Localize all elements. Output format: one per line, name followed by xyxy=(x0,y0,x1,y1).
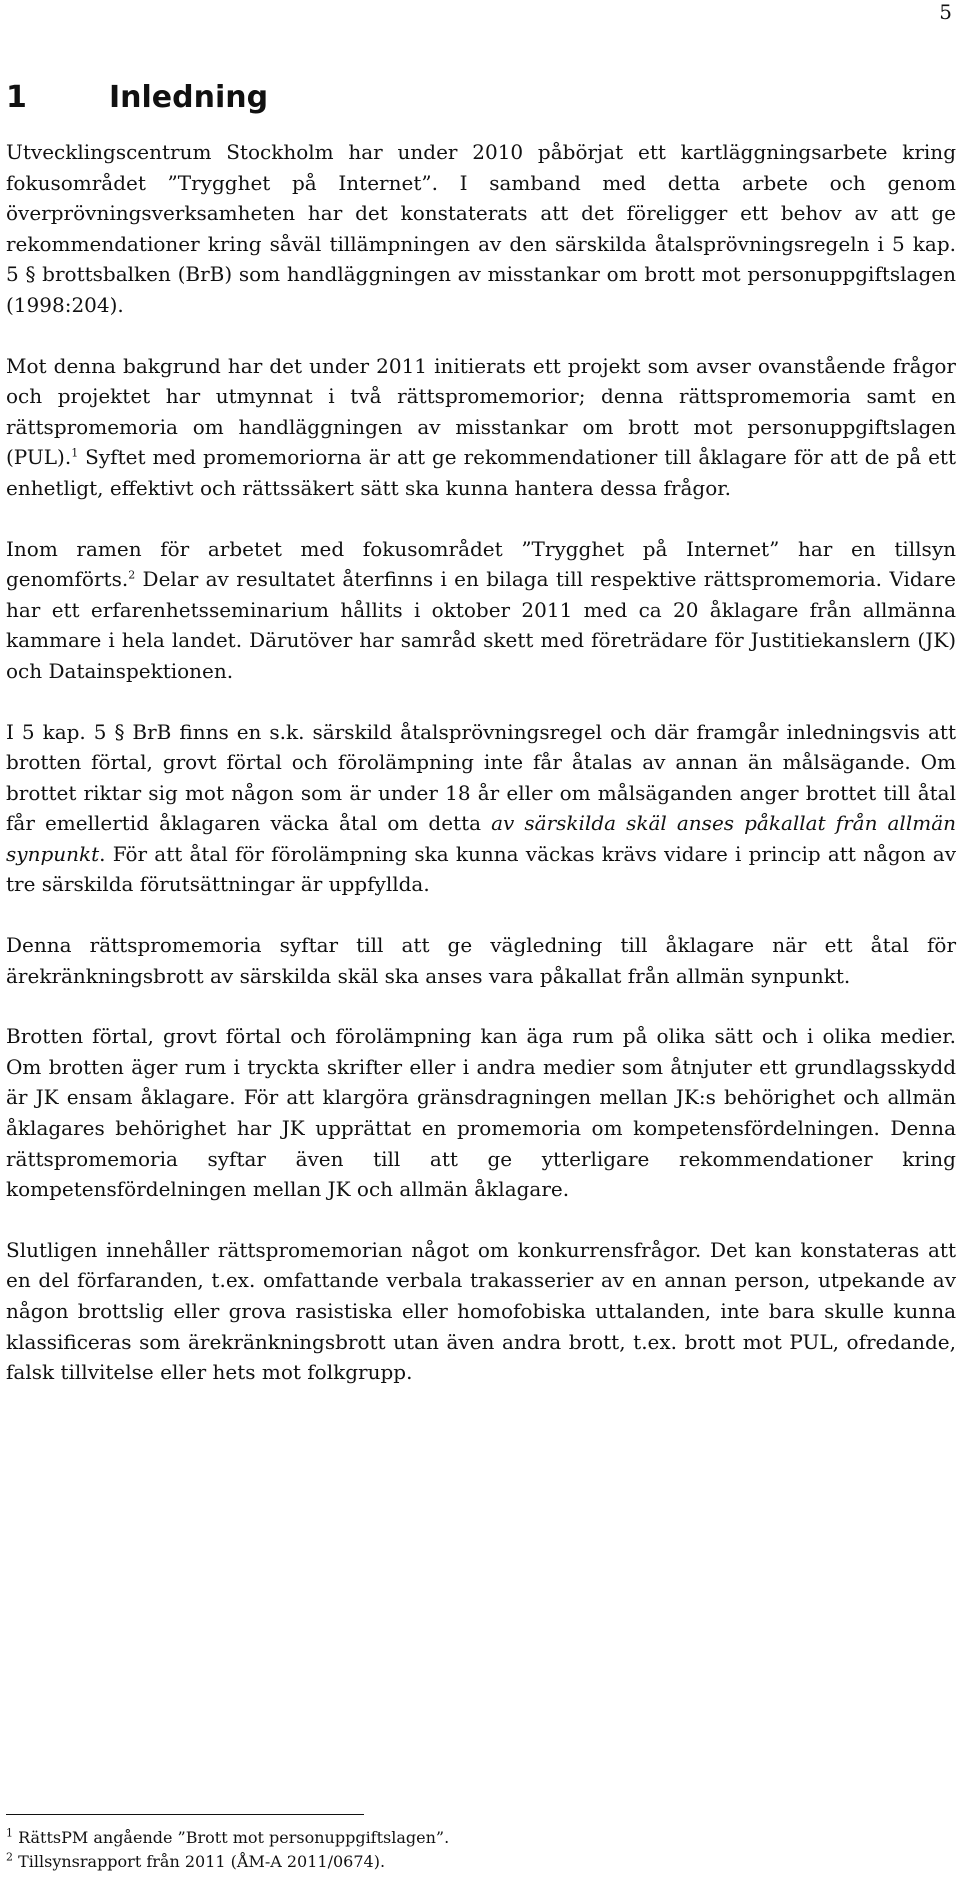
paragraph-3 xyxy=(6,534,956,687)
footnote-1 xyxy=(6,1826,946,1850)
footnote-2 xyxy=(6,1850,946,1874)
paragraph-4 xyxy=(6,717,956,901)
footnote-ref-2: 2 xyxy=(128,568,136,582)
paragraph-4-text-b: . För att åtal för förolämpning ska kunna väckas krävs vidare i princip att någon av tre särskilda förutsättningar är uppfyllda. xyxy=(6,841,956,897)
paragraph-3-text-a: Inom ramen för arbetet med fokusområdet ”Trygghet på Internet” har en tillsyn genomförts. xyxy=(6,536,956,592)
paragraph-7: Slutligen innehåller rättspromemorian något om konkurrensfrågor. Det kan konstateras att en del förfaranden, t.ex. omfattande verbala trakasserier av en annan person, utpekande av någon brottslig eller grova rasistiska eller homofobiska uttalanden, inte bara skulle kunna klassificeras som ärekränkningsbrott utan även andra brott, t.ex. brott mot PUL, ofredande, falsk tillvitelse eller hets mot folkgrupp. xyxy=(6,1237,956,1385)
paragraph-4-text-a: I 5 kap. 5 § BrB finns en s.k. särskild åtalsprövningsregel och där framgår inledningsvis att brotten förtal, grovt förtal och förolämpning inte får åtalas av annan än målsägande. Om brottet riktar sig mot någon som är under 18 år eller om målsäganden anger brottet till åtal får emellertid åklagaren väcka åtal om detta xyxy=(6,719,956,836)
section-number: 1 xyxy=(6,80,27,115)
paragraph-2-text-b: Syftet med promemoriorna är att ge rekommendationer till åklagare för att de på ett enhetligt, effektivt och rättssäkert sätt ska kunna hantera dessa frågor. xyxy=(6,445,956,500)
paragraph-3-text-b: Delar av resultatet återfinns i en bilaga till respektive rättspromemoria. Vidare har ett erfarenhetsseminarium hållits i oktober 2011 med ca 20 åklagare från allmänna kammare i hela landet. Därutöver har samråd skett med företrädare för Justitiekanslern (JK) och Datainspektionen. xyxy=(6,567,956,683)
page-number: 5 xyxy=(939,0,952,24)
paragraph-2-text-a: Mot denna bakgrund har det under 2011 initierats ett projekt som avser ovanstående frågor och projektet har utmynnat i två rättspromemorior; denna rättspromemoria samt en rättspromemoria om handläggningen av misstankar om brott mot personuppgiftslagen (PUL). xyxy=(6,353,956,470)
paragraph-1: Utvecklingscentrum Stockholm har under 2010 påbörjat ett kartläggningsarbete kring fokusområdet ”Trygghet på Internet”. I samband med detta arbete och genom överprövningsverksamheten har det konstaterats att det föreligger ett behov av att ge rekommendationer kring såväl tillämpningen av den särskilda åtalsprövningsregeln i 5 kap. 5 § brottsbalken (BrB) som handläggningen av misstankar om brott mot personuppgiftslagen (1998:204). xyxy=(6,140,956,317)
footnotes xyxy=(6,1826,946,1874)
paragraph-4-emphasis: av särskilda skäl anses påkallat från allmän synpunkt xyxy=(6,811,956,866)
footnote-marker-2: 2 xyxy=(6,1850,13,1864)
section-title: Inledning xyxy=(109,80,269,115)
footnote-text-1: RättsPM angående ”Brott mot personuppgiftslagen”. xyxy=(13,1828,450,1847)
footnote-text-2: Tillsynsrapport från 2011 (ÅM-A 2011/0674). xyxy=(13,1852,386,1871)
section-heading xyxy=(6,78,268,118)
footnote-ref-1: 1 xyxy=(71,446,79,460)
footnote-marker-1: 1 xyxy=(6,1826,13,1840)
paragraph-2 xyxy=(6,351,956,504)
paragraph-5: Denna rättspromemoria syftar till att ge vägledning till åklagare när ett åtal för ärekränkningsbrott av särskilda skäl ska anses vara påkallat från allmän synpunkt. xyxy=(6,933,956,988)
footnote-divider xyxy=(6,1814,364,1815)
paragraph-6: Brotten förtal, grovt förtal och förolämpning kan äga rum på olika sätt och i olika medier. Om brotten äger rum i tryckta skrifter eller i andra medier som åtnjuter ett grundlagsskydd är JK ensam åklagare. För att klargöra gränsdragningen mellan JK:s behörighet och allmän åklagares behörighet har JK upprättat en promemoria om kompetensfördelningen. Denna rättspromemoria syftar även till att ge ytterligare rekommendationer kring kompetensfördelningen mellan JK och allmän åklagare. xyxy=(6,1024,956,1202)
body-text xyxy=(6,137,956,1418)
